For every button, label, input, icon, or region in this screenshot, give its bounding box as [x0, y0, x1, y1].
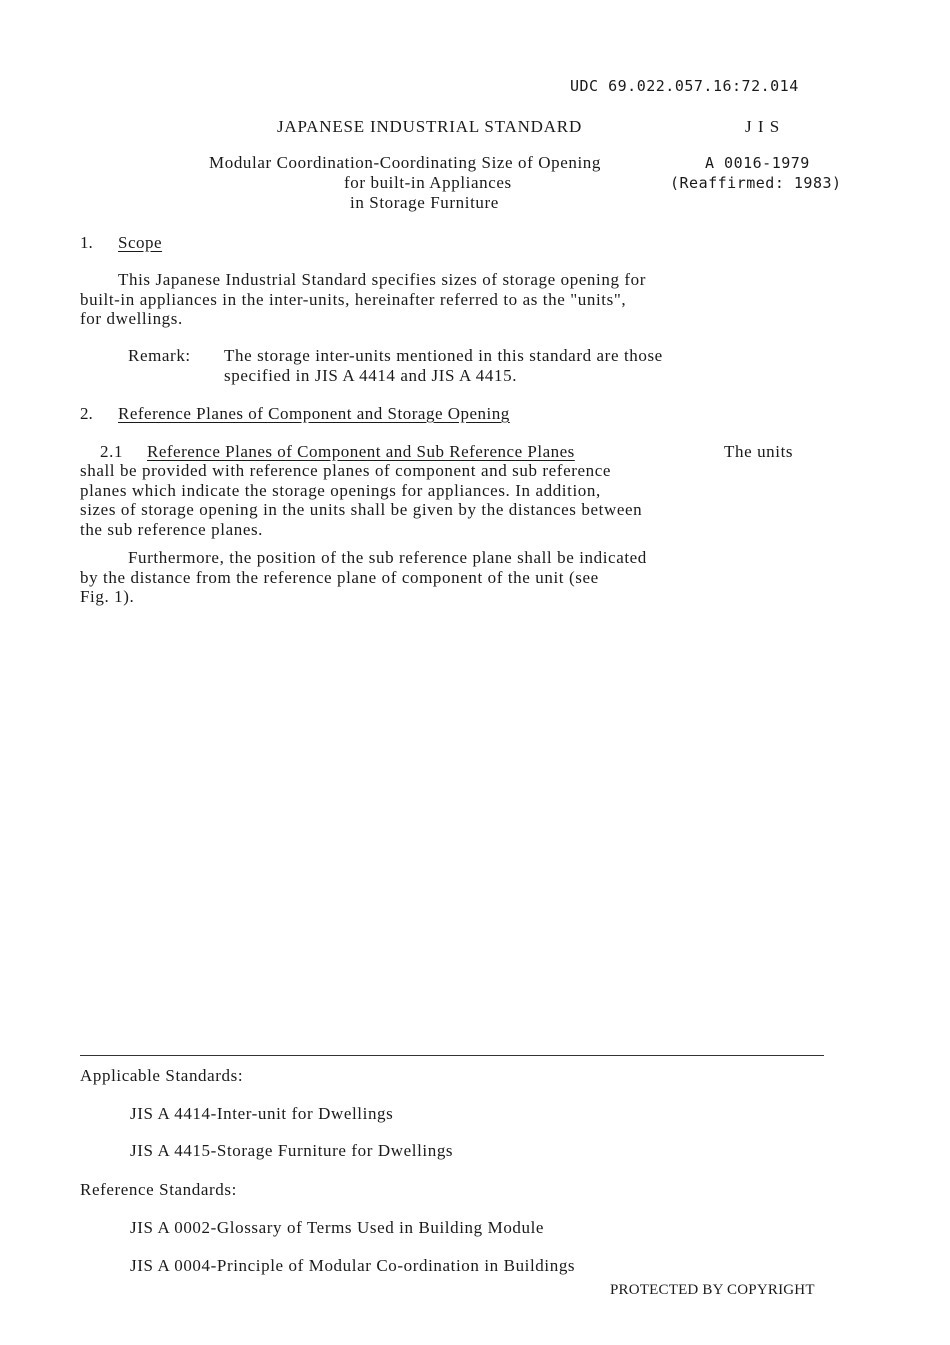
copyright-notice: PROTECTED BY COPYRIGHT — [610, 1282, 815, 1298]
paragraph-line: the sub reference planes. — [80, 519, 264, 539]
standard-title-line1: Modular Coordination-Coordinating Size of Opening — [209, 153, 602, 172]
subsection-2-1-paragraph-2 — [80, 548, 830, 607]
subsection-2-1-lead: The units — [724, 442, 794, 461]
footnote-divider — [80, 1055, 824, 1056]
subsection-2-1-title: Reference Planes of Component and Sub Reference Planes — [147, 442, 575, 461]
reaffirmed-date: (Reaffirmed: 1983) — [670, 174, 842, 192]
paragraph-line: shall be provided with reference planes of component and sub reference — [80, 461, 612, 480]
subsection-2-1-number: 2.1 — [100, 442, 124, 461]
udc-code: UDC 69.022.057.16:72.014 — [570, 77, 799, 95]
paragraph-line: by the distance from the reference plane of component of the unit (see — [80, 567, 599, 587]
remark-line: The storage inter-units mentioned in this standard are those — [224, 346, 663, 365]
applicable-standards-heading: Applicable Standards: — [80, 1066, 244, 1085]
standard-number: A 0016-1979 — [705, 154, 810, 172]
paragraph-line: sizes of storage opening in the units shall be given by the distances between — [80, 500, 643, 519]
standard-title-line2: for built-in Appliances — [344, 173, 512, 192]
section-1-title: Scope — [118, 233, 163, 252]
scope-line: for dwellings. — [80, 309, 183, 328]
remark-line: specified in JIS A 4414 and JIS A 4415. — [224, 365, 518, 385]
scope-paragraph — [80, 270, 830, 329]
organization-title: JAPANESE INDUSTRIAL STANDARD — [277, 117, 583, 136]
section-2-title: Reference Planes of Component and Storage Opening — [118, 404, 510, 423]
jis-mark: J I S — [745, 117, 781, 136]
reference-standard-item: JIS A 0002-Glossary of Terms Used in Building Module — [130, 1218, 545, 1237]
scope-line: This Japanese Industrial Standard specifies sizes of storage opening for — [118, 270, 647, 289]
remark-text — [224, 346, 824, 385]
scope-line: built-in appliances in the inter-units, hereinafter referred to as the "units", — [80, 289, 627, 309]
paragraph-line: planes which indicate the storage openings for appliances. In addition, — [80, 480, 601, 500]
applicable-standard-item: JIS A 4414-Inter-unit for Dwellings — [130, 1104, 394, 1123]
standard-title-line3: in Storage Furniture — [350, 193, 499, 212]
subsection-2-1-paragraph — [80, 461, 830, 539]
reference-standards-heading: Reference Standards: — [80, 1180, 237, 1199]
section-2-number: 2. — [80, 404, 93, 423]
applicable-standard-item: JIS A 4415-Storage Furniture for Dwellings — [130, 1141, 454, 1160]
paragraph-line: Fig. 1). — [80, 587, 135, 606]
reference-standard-item: JIS A 0004-Principle of Modular Co-ordination in Buildings — [130, 1256, 576, 1275]
paragraph-line: Furthermore, the position of the sub reference plane shall be indicated — [128, 548, 647, 567]
remark-label: Remark: — [128, 346, 191, 365]
section-1-number: 1. — [80, 233, 93, 252]
